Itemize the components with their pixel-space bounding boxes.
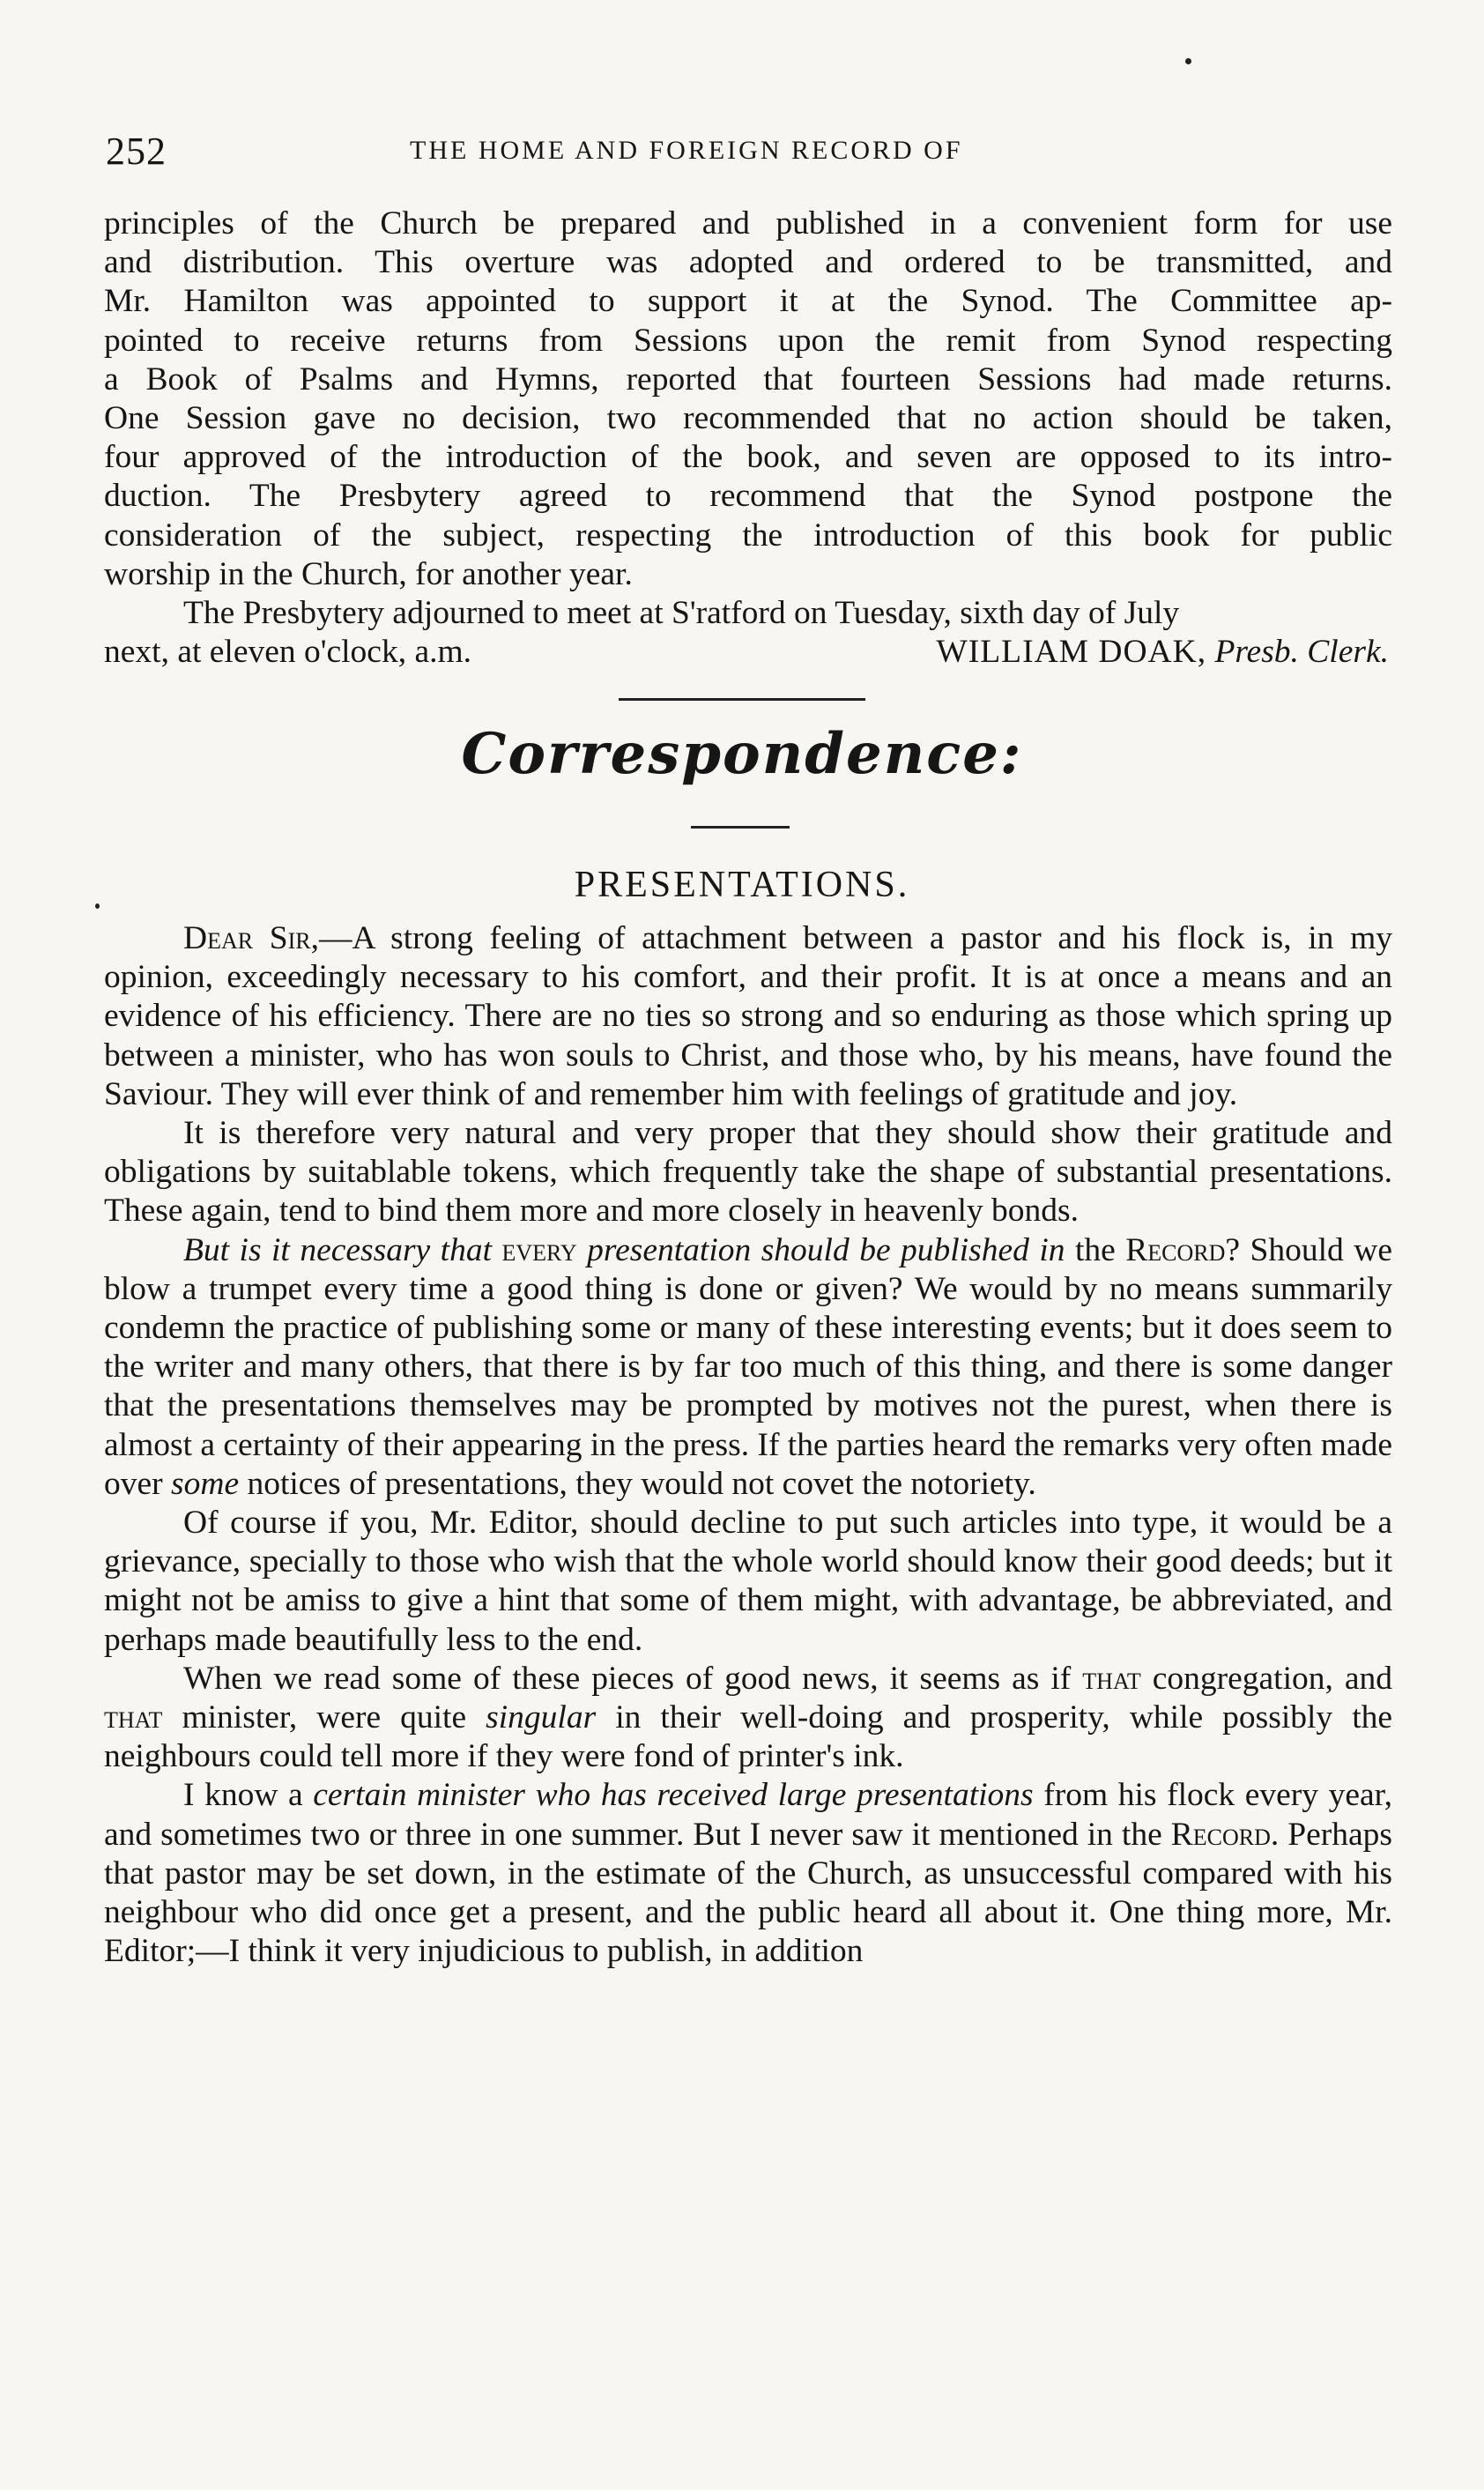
article-title: PRESENTATIONS. bbox=[574, 865, 910, 905]
minutes-line: Mr. Hamilton was appointed to support it at the Synod. The Committee ap- bbox=[104, 283, 1392, 320]
minutes-line: pointed to receive returns from Sessions upon the remit from Synod respecting bbox=[104, 322, 1392, 359]
p3-italic-a: But is it necessary that bbox=[183, 1231, 492, 1268]
minutes-line: worship in the Church, for another year. bbox=[104, 555, 633, 592]
p3-rest: ? Should we blow a trumpet every time a good thing is done or given? We would by no means summarily condemn the practice of publishing some or many of these interesting events; but it does seem to the writer and many others, that there is by far too much of this thing, and there is some danger that the presentations themselves may be prompted by motives not the purest, when there is almost a certainty of their appearing in the press. If the parties heard the remarks very often made over bbox=[104, 1231, 1392, 1502]
paragraph-1 bbox=[104, 919, 1392, 1114]
p5-d: in their well-doing and prosperity, while possibly the neighbours could tell more if they were fond of printer's ink. bbox=[104, 1699, 1393, 1775]
paragraph-2: It is therefore very natural and very proper that they should show their gratitude and obligations by suitablable tokens, which frequently take the shape of substantial presentations. These again, tend to bind them more and more closely in heavenly bonds. bbox=[104, 1115, 1392, 1230]
p5-c: minister, were quite bbox=[182, 1699, 467, 1736]
p6-c: . Perhaps that pastor may be set down, in the estimate of the Church, as unsuccessful compared with his neighbour who did once get a present, and the public heard all about it. One thing more, Mr. Editor;—I think it very injudicious to publish, in addition bbox=[104, 1816, 1392, 1970]
p6-record: Record bbox=[1170, 1816, 1271, 1853]
minutes-line: and distribution. This overture was adopted and ordered to be transmitted, and bbox=[104, 244, 1392, 281]
p5-singular: singular bbox=[486, 1699, 597, 1736]
minutes-line: a Book of Psalms and Hymns, reported that fourteen Sessions had made returns. bbox=[104, 360, 1392, 398]
presbytery-minutes bbox=[104, 204, 1392, 672]
minutes-line: consideration of the subject, respecting the introduction of this book for public bbox=[104, 517, 1392, 554]
adjournment-line: The Presbytery adjourned to meet at S'ratford on Tuesday, sixth day of July bbox=[183, 595, 1180, 632]
paragraph-1-text: —A strong feeling of attachment between a pastor and his flock is, in my opinion, exceedingly necessary to his comfort, and their profit. It is at once a means and an evidence of his efficiency. There are no ties so strong and so enduring as those which spring up between a minister, who has won souls to Christ, and those who, by his means, have found the Saviour. They will ever think of and remember him with feelings of gratitude and joy. bbox=[104, 920, 1392, 1112]
page-header bbox=[106, 129, 1388, 173]
p3-record: Record bbox=[1125, 1231, 1226, 1268]
p3-italic-b: presentation should be published in bbox=[587, 1231, 1065, 1268]
p5-a: When we read some of these pieces of good news, it seems as if bbox=[183, 1660, 1072, 1697]
p3-the: the bbox=[1074, 1231, 1116, 1268]
p5-that-2: that bbox=[104, 1699, 163, 1736]
paragraph-4: Of course if you, Mr. Editor, should decline to put such articles into type, it would be a grievance, specially to those who wish that the whole world should know their good deeds; but it might not be amiss to give a hint that some of them might, with advantage, be abbreviated, and perhaps made beautifully less to the end. bbox=[104, 1505, 1392, 1658]
page-number: 252 bbox=[106, 130, 167, 173]
ink-speck bbox=[1185, 58, 1191, 64]
minutes-line: One Session gave no decision, two recommended that no action should be taken, bbox=[104, 400, 1392, 437]
section-title: Correspondence: bbox=[461, 721, 1023, 787]
p3-some: some bbox=[171, 1465, 240, 1502]
clerk-title: Presb. Clerk. bbox=[1214, 634, 1389, 671]
clerk-name: WILLIAM DOAK, bbox=[936, 634, 1207, 671]
p6-a: I know a bbox=[183, 1777, 303, 1814]
p6-italic: certain minister who has received large presentations bbox=[313, 1777, 1034, 1814]
paragraph-3 bbox=[104, 1231, 1392, 1504]
adjournment-time: next, at eleven o'clock, a.m. bbox=[104, 634, 472, 671]
minutes-line: principles of the Church be prepared and published in a convenient form for use bbox=[104, 205, 1392, 242]
paragraph-5 bbox=[104, 1660, 1392, 1777]
salutation: Dear Sir, bbox=[183, 920, 319, 956]
p5-that-1: that bbox=[1082, 1660, 1141, 1697]
p5-b: congregation, and bbox=[1152, 1660, 1393, 1697]
article-body bbox=[104, 919, 1392, 1971]
paragraph-6 bbox=[104, 1776, 1392, 1971]
running-head: THE HOME AND FOREIGN RECORD OF bbox=[410, 136, 963, 165]
p6-b: from his flock every year, and sometimes two or three in one summer. But I never saw it mentioned in the bbox=[104, 1777, 1393, 1853]
section-divider-rule bbox=[619, 698, 865, 701]
signature-row bbox=[104, 633, 1392, 672]
minutes-lines bbox=[104, 204, 1392, 594]
clerk-signature bbox=[936, 633, 1392, 672]
p3-end: notices of presentations, they would not covet the notoriety. bbox=[247, 1465, 1036, 1502]
p3-every: every bbox=[501, 1231, 577, 1268]
section-title-underline bbox=[691, 826, 790, 829]
minutes-line: duction. The Presbytery agreed to recommend that the Synod postpone the bbox=[104, 478, 1392, 515]
minutes-line: four approved of the introduction of the book, and seven are opposed to its intro- bbox=[104, 439, 1392, 476]
